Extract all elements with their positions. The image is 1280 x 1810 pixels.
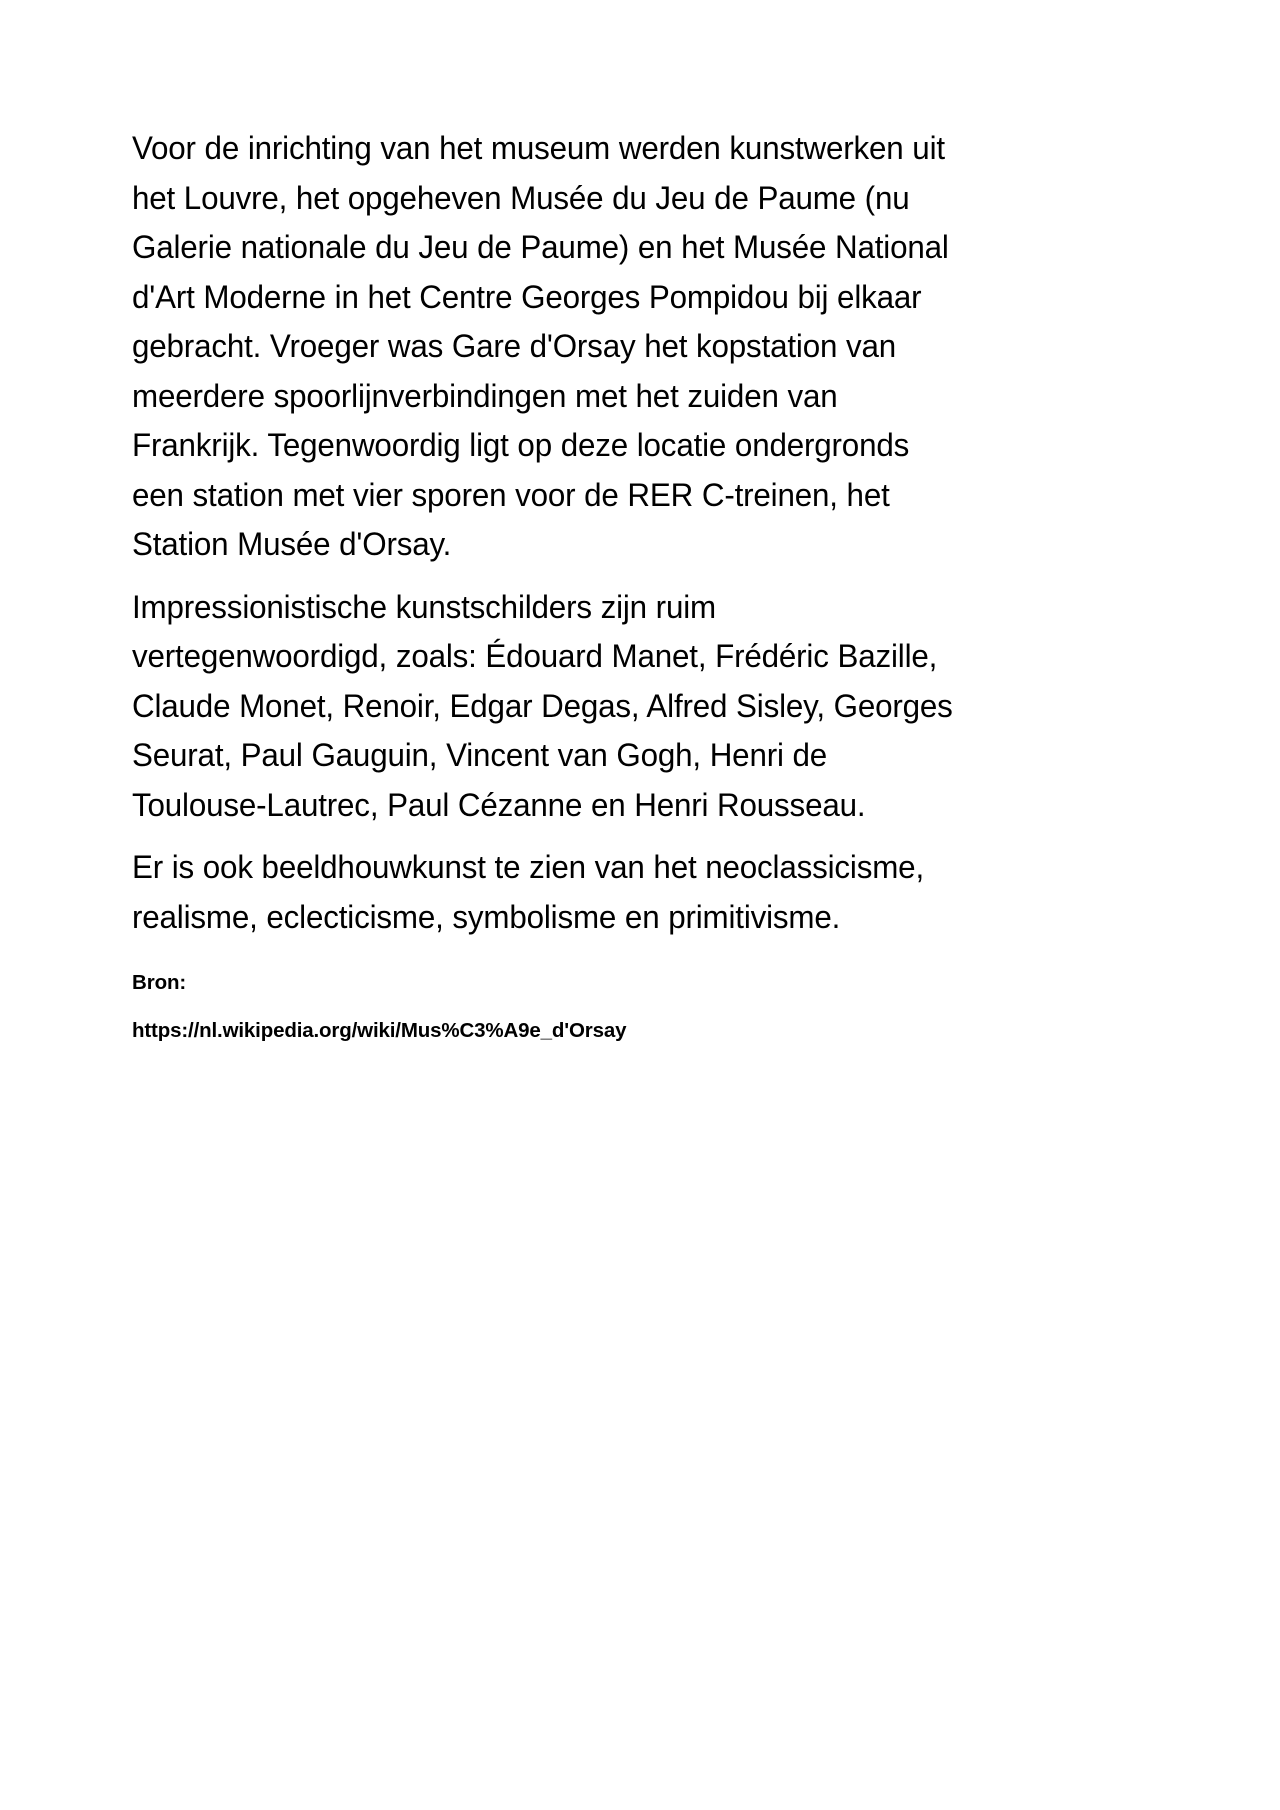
source-url: https://nl.wikipedia.org/wiki/Mus%C3%A9e_d'Orsay — [132, 1019, 627, 1042]
source-block — [132, 968, 956, 1046]
paragraph-sculpture-styles: Er is ook beeldhouwkunst te zien van het neoclassicisme, realisme, eclecticisme, symbolisme en primitivisme. — [132, 849, 924, 935]
paragraph-impressionist-painters: Impressionistische kunstschilders zijn ruim vertegenwoordigd, zoals: Édouard Manet, Frédéric Bazille, Claude Monet, Renoir, Edgar Degas, Alfred Sisley, Georges Seurat, Paul Gauguin, Vincent van Gogh, Henri de Toulouse-Lautrec, Paul Cézanne en Henri Rousseau. — [132, 588, 953, 823]
paragraph-museum-collection-origin: Voor de inrichting van het museum werden kunstwerken uit het Louvre, het opgeheven Musée du Jeu de Paume (nu Galerie nationale du Jeu de Paume) en het Musée National d'Art Moderne in het Centre Georges Pompidou bij elkaar gebracht. Vroeger was Gare d'Orsay het kopstation van meerdere spoorlijnverbindingen met het zuiden van Frankrijk. Tegenwoordig ligt op deze locatie ondergronds een station met vier sporen voor de RER C-treinen, het Station Musée d'Orsay. — [132, 130, 949, 562]
source-label: Bron: — [132, 971, 187, 994]
document-text-column — [132, 124, 956, 1046]
